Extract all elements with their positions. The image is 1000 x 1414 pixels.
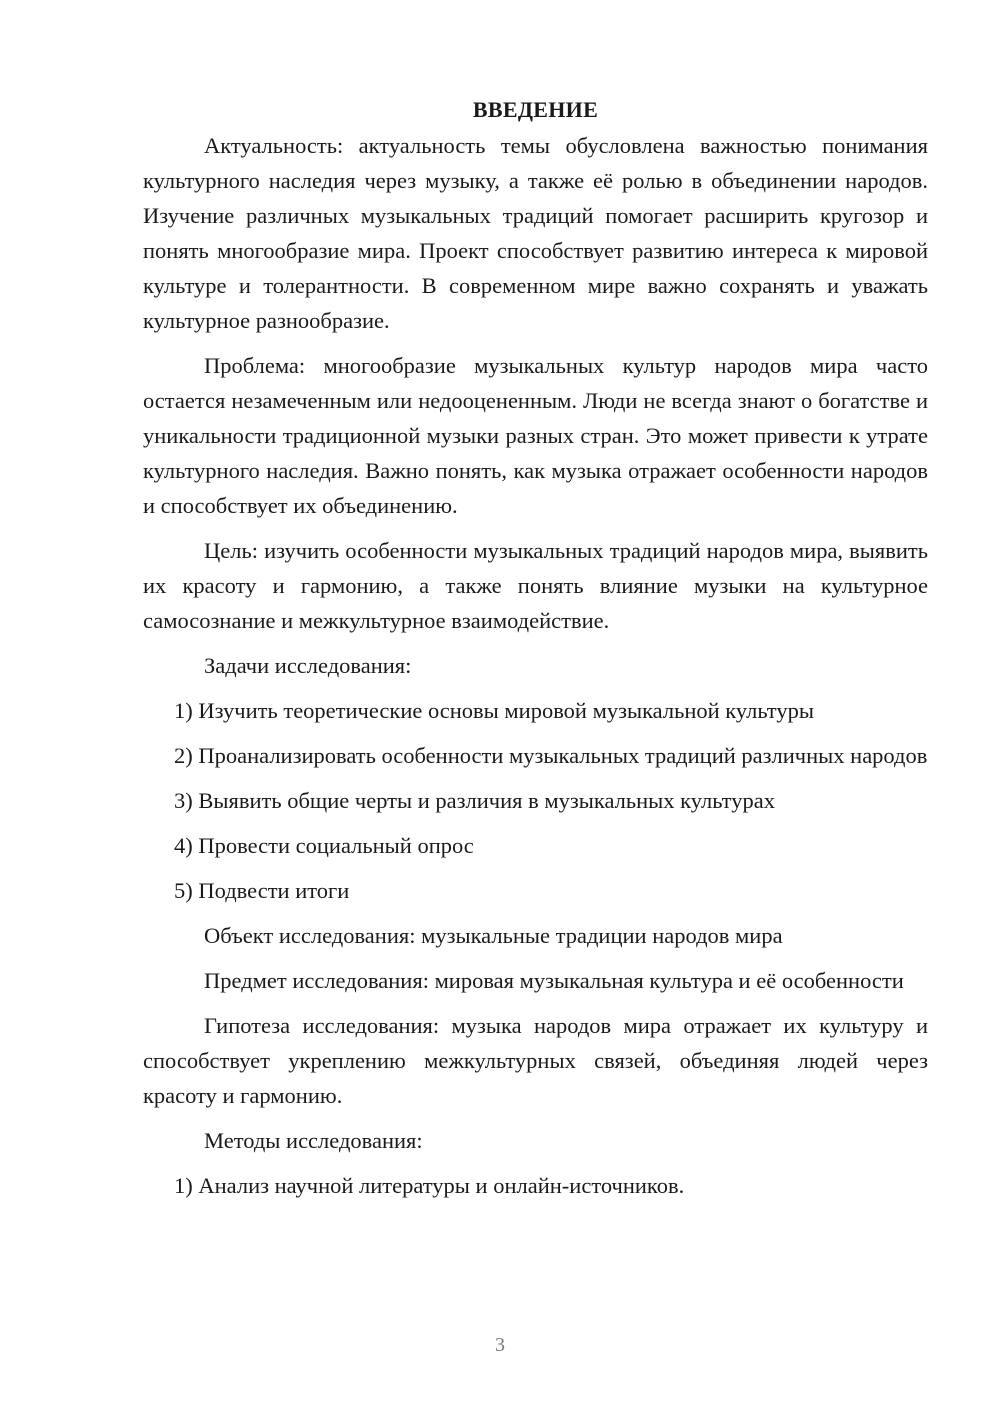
problem-paragraph: Проблема: многообразие музыкальных культур народов мира часто остается незамеченным или недооцененным. Люди не всегда знают о богатстве и уникальности традиционной музыки разных стран. Это может привести к утрате культурного наследия. Важно понять, как музыка отражает особенности народов и способствует их объединению. [143,353,928,518]
document-page [143,92,928,1203]
section-title: ВВЕДЕНИЕ [472,97,599,122]
methods-heading: Методы исследования: [204,1128,423,1153]
relevance-paragraph: Актуальность: актуальность темы обусловлена важностью понимания культурного наследия через музыку, а также её ролью в объединении народов. Изучение различных музыкальных традиций помогает расширить кругозор и понять многообразие мира. Проект способствует развитию интереса к мировой культуре и толерантности. В современном мире важно сохранять и уважать культурное разнообразие. [143,133,928,333]
tasks-list [143,693,928,908]
tasks-heading: Задачи исследования: [204,653,412,678]
method-item: 1) Анализ научной литературы и онлайн-источников. [174,1173,685,1198]
task-item: 4) Провести социальный опрос [174,833,474,858]
task-item: 5) Подвести итоги [174,878,350,903]
task-item: 2) Проанализировать особенности музыкальных традиций различных народов [174,743,928,768]
task-item: 3) Выявить общие черты и различия в музыкальных культурах [174,788,775,813]
methods-list [143,1168,928,1203]
page-number: 3 [495,1334,505,1356]
subject-paragraph: Предмет исследования: мировая музыкальная культура и её особенности [204,968,904,993]
object-paragraph: Объект исследования: музыкальные традиции народов мира [204,923,783,948]
goal-paragraph: Цель: изучить особенности музыкальных традиций народов мира, выявить их красоту и гармонию, а также понять влияние музыки на культурное самосознание и межкультурное взаимодействие. [143,538,928,633]
task-item: 1) Изучить теоретические основы мировой музыкальной культуры [174,698,814,723]
hypothesis-paragraph: Гипотеза исследования: музыка народов мира отражает их культуру и способствует укреплению межкультурных связей, объединяя людей через красоту и гармонию. [143,1013,928,1108]
